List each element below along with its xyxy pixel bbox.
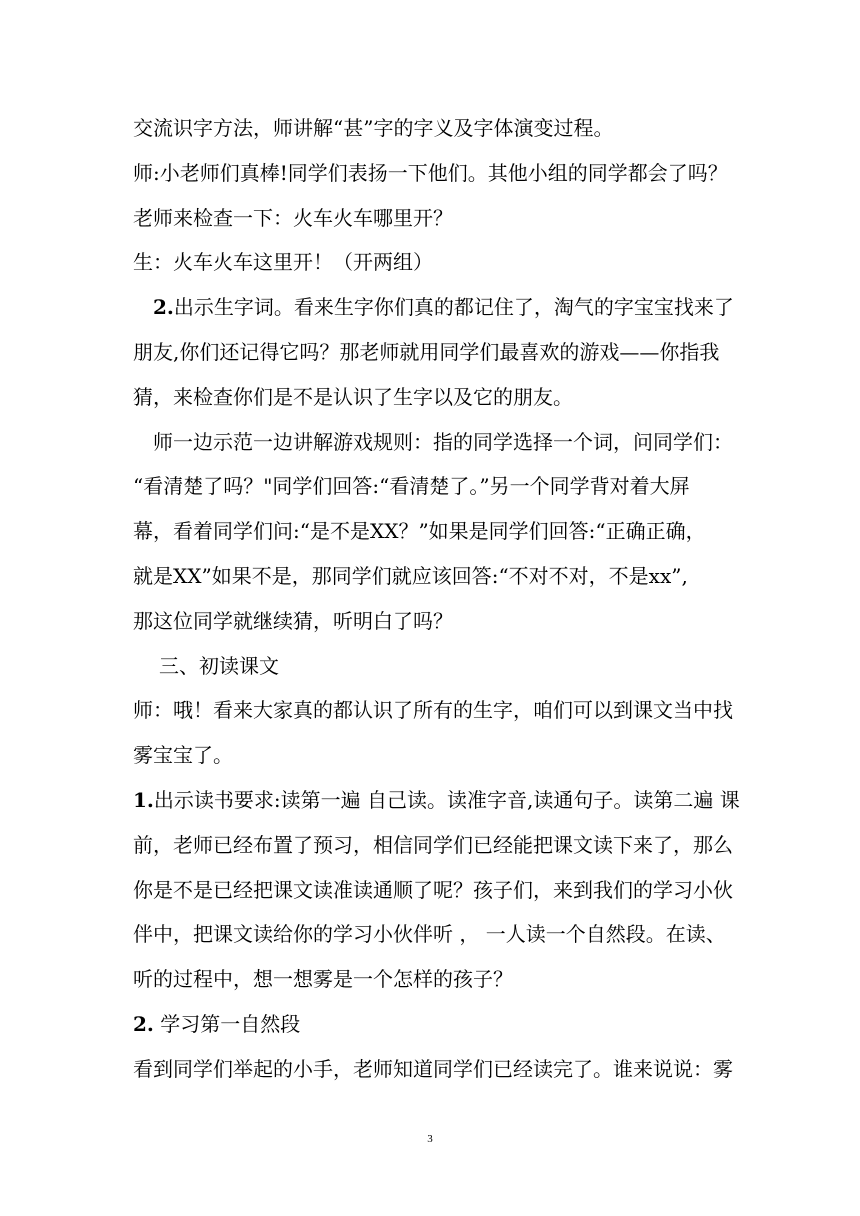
text-line: 你是不是已经把课文读准读通顺了呢？孩子们，来到我们的学习小伙	[133, 877, 733, 902]
text-line: 听的过程中，想一想雾是一个怎样的孩子？	[133, 967, 513, 992]
text-line: 2. 学习第一自然段	[133, 1011, 301, 1036]
text-line: 师一边示范一边讲解游戏规则：指的同学选择一个词，问同学们：	[153, 429, 733, 454]
text-line: 师:小老师们真棒!同学们表扬一下他们。其他小组的同学都会了吗？	[133, 160, 728, 185]
text-line: 那这位同学就继续猜，听明白了吗？	[133, 608, 453, 633]
document-body	[133, 106, 740, 1092]
text-line: 猜，来检查你们是不是认识了生字以及它的朋友。	[133, 384, 573, 409]
section-heading: 三、初读课文	[159, 653, 279, 678]
text-line: 交流识字方法，师讲解“甚”字的字义及字体演变过程。	[133, 116, 614, 140]
text-line: 看到同学们举起的小手，老师知道同学们已经读完了。谁来说说：雾	[133, 1056, 733, 1081]
text-line: “看清楚了吗？"同学们回答:“看清楚了。”另一个同学背对着大屏	[133, 474, 690, 499]
item-number: 2.	[153, 295, 174, 320]
item-number: 2.	[133, 1011, 154, 1036]
text-line: 雾宝宝了。	[133, 743, 233, 768]
text-line: 幕，看着同学们问:“是不是XX？”如果是同学们回答:“正确正确，	[133, 519, 706, 544]
item-number: 1.	[133, 787, 154, 812]
text-line: 师：哦！看来大家真的都认识了所有的生字，咱们可以到课文当中找	[133, 698, 733, 723]
text-line: 朋友,你们还记得它吗？那老师就用同学们最喜欢的游戏——你指我	[133, 339, 720, 364]
text-line: 1.出示读书要求:读第一遍 自己读。读准字音,读通句子。读第二遍 课	[133, 787, 740, 812]
text-line: 生：火车火车这里开！（开两组）	[133, 250, 433, 275]
text-line: 老师来检查一下：火车火车哪里开？	[133, 205, 453, 230]
text-line: 2.出示生字词。看来生字你们真的都记住了，淘气的字宝宝找来了	[153, 295, 734, 320]
text-line: 前，老师已经布置了预习，相信同学们已经能把课文读下来了，那么	[133, 832, 733, 857]
text-line: 就是XX”如果不是，那同学们就应该回答:“不对不对，不是xx”,	[133, 563, 688, 588]
page-number: 3	[427, 1133, 433, 1145]
text-line: 伴中，把课文读给你的学习小伙伴听 ， 一人读一个自然段。在读、	[133, 922, 726, 947]
